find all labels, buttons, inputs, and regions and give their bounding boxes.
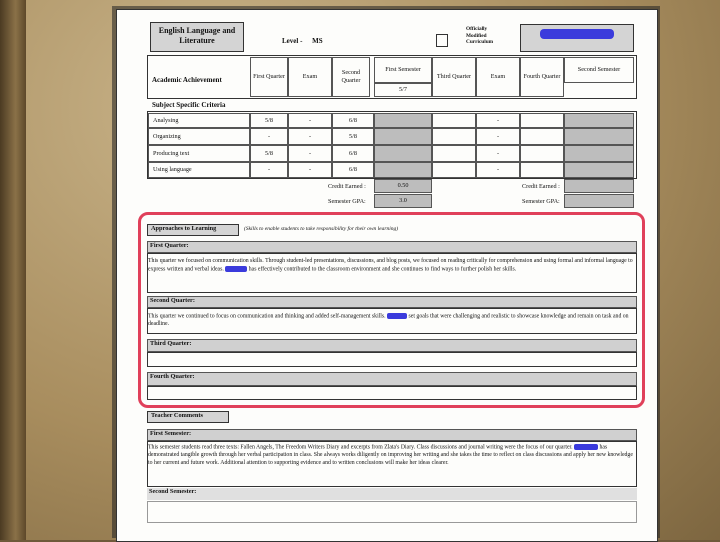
first-semester-text: This semester students read three texts: Fallen Angels, The Freedom Writers Diary and excerpts from Zlata's Diary. Class discussions and journal writing were the focus of our quarter. has demonstrated tangible growth through her verbal participation in class. She always works diligently on improving her writing and she takes the time to reflect on class discussions and apply her new knowledge to her current and future work. Additional attention to supporting evidence and to written conclusions will make her ideas clearer. — [148, 444, 633, 466]
criteria-exam2: - — [476, 128, 520, 145]
col-second-semester: Second Semester — [564, 57, 634, 83]
subject-title: English Language and Literature — [158, 26, 236, 45]
achievement-label: Academic Achievement — [152, 76, 222, 84]
criteria-q2: 6/8 — [332, 145, 374, 162]
book-spine — [0, 0, 26, 540]
col-exam-1: Exam — [288, 57, 332, 97]
first-quarter-text: This quarter we focused on communication skills. Through student-led presentations, discussions, and blog posts, we focused on reading critically for comprehension and using formal and informal language to express written and verbal ideas. has effectively contributed to the classroom environment and she continues to find ways to further polish her skills. — [148, 258, 633, 272]
gpa-label-2: Semester GPA: — [522, 198, 560, 205]
criteria-name: Organizing — [148, 128, 250, 145]
criteria-q2: 6/8 — [332, 162, 374, 178]
student-name-redaction — [574, 444, 598, 450]
credit-value-2 — [564, 179, 634, 193]
second-quarter-heading: Second Quarter: — [147, 296, 637, 308]
criteria-name: Using language — [148, 162, 250, 178]
criteria-semester — [374, 128, 432, 145]
gpa-value-2 — [564, 194, 634, 208]
criteria-q1: - — [250, 128, 288, 145]
gpa-value: 3.0 — [374, 194, 432, 208]
teacher-heading-box — [147, 411, 229, 423]
criteria-q3 — [432, 113, 476, 128]
first-semester-value: 5/7 — [374, 83, 432, 97]
criteria-q4 — [520, 128, 564, 145]
criteria-exam: - — [288, 113, 332, 128]
col-first-semester: First Semester — [374, 57, 432, 83]
criteria-semester — [374, 162, 432, 178]
credit-value: 0.50 — [374, 179, 432, 193]
criteria-q4 — [520, 162, 564, 178]
modified-checkbox[interactable] — [436, 34, 448, 47]
criteria-semester2 — [564, 162, 634, 178]
col-second-quarter: Second Quarter — [332, 57, 370, 97]
second-semester-body — [147, 501, 637, 523]
gpa-label: Semester GPA: — [328, 198, 366, 205]
third-quarter-heading: Third Quarter: — [147, 339, 637, 352]
credit-label-2: Credit Earned : — [522, 183, 560, 190]
criteria-q3 — [432, 162, 476, 178]
second-quarter-text: This quarter we continued to focus on communication and thinking and added self-management skills. set goals that were challenging and realistic to showcase knowledge and remain on task and on deadline. — [148, 313, 629, 327]
criteria-name: Analysing — [148, 113, 250, 128]
modified-label: Officially Modified Curriculum — [466, 26, 494, 46]
criteria-q3 — [432, 145, 476, 162]
level-label: Level - MS — [282, 37, 323, 45]
student-name-redaction — [540, 29, 614, 39]
credit-label: Credit Earned : — [328, 183, 366, 190]
criteria-semester2 — [564, 113, 634, 128]
subject-box — [150, 22, 244, 52]
criteria-exam: - — [288, 162, 332, 178]
criteria-exam2: - — [476, 113, 520, 128]
criteria-q1: 5/8 — [250, 113, 288, 128]
first-semester-heading: First Semester: — [147, 429, 637, 441]
col-fourth-quarter: Fourth Quarter — [520, 57, 564, 97]
criteria-q1: - — [250, 162, 288, 178]
criteria-exam2: - — [476, 145, 520, 162]
criteria-semester2 — [564, 145, 634, 162]
criteria-q2: 6/8 — [332, 113, 374, 128]
criteria-exam2: - — [476, 162, 520, 178]
col-first-quarter: First Quarter — [250, 57, 288, 97]
criteria-q4 — [520, 145, 564, 162]
teacher-heading: Teacher Comments — [151, 412, 203, 419]
criteria-semester — [374, 145, 432, 162]
col-third-quarter: Third Quarter — [432, 57, 476, 97]
criteria-exam: - — [288, 128, 332, 145]
atl-heading: Approaches to Learning — [151, 225, 217, 232]
criteria-semester — [374, 113, 432, 128]
criteria-name: Producing text — [148, 145, 250, 162]
criteria-semester2 — [564, 128, 634, 145]
highlight-outline — [138, 212, 645, 408]
criteria-q1: 5/8 — [250, 145, 288, 162]
criteria-q4 — [520, 113, 564, 128]
criteria-exam: - — [288, 145, 332, 162]
second-semester-heading: Second Semester: — [147, 488, 637, 500]
first-quarter-heading: First Quarter: — [147, 241, 637, 253]
col-exam-2: Exam — [476, 57, 520, 97]
criteria-q3 — [432, 128, 476, 145]
criteria-q2: 5/8 — [332, 128, 374, 145]
criteria-heading: Subject Specific Criteria — [152, 101, 226, 109]
fourth-quarter-heading: Fourth Quarter: — [147, 372, 637, 386]
atl-subheading: (Skills to enable students to take responsibility for their own learning) — [244, 226, 399, 232]
